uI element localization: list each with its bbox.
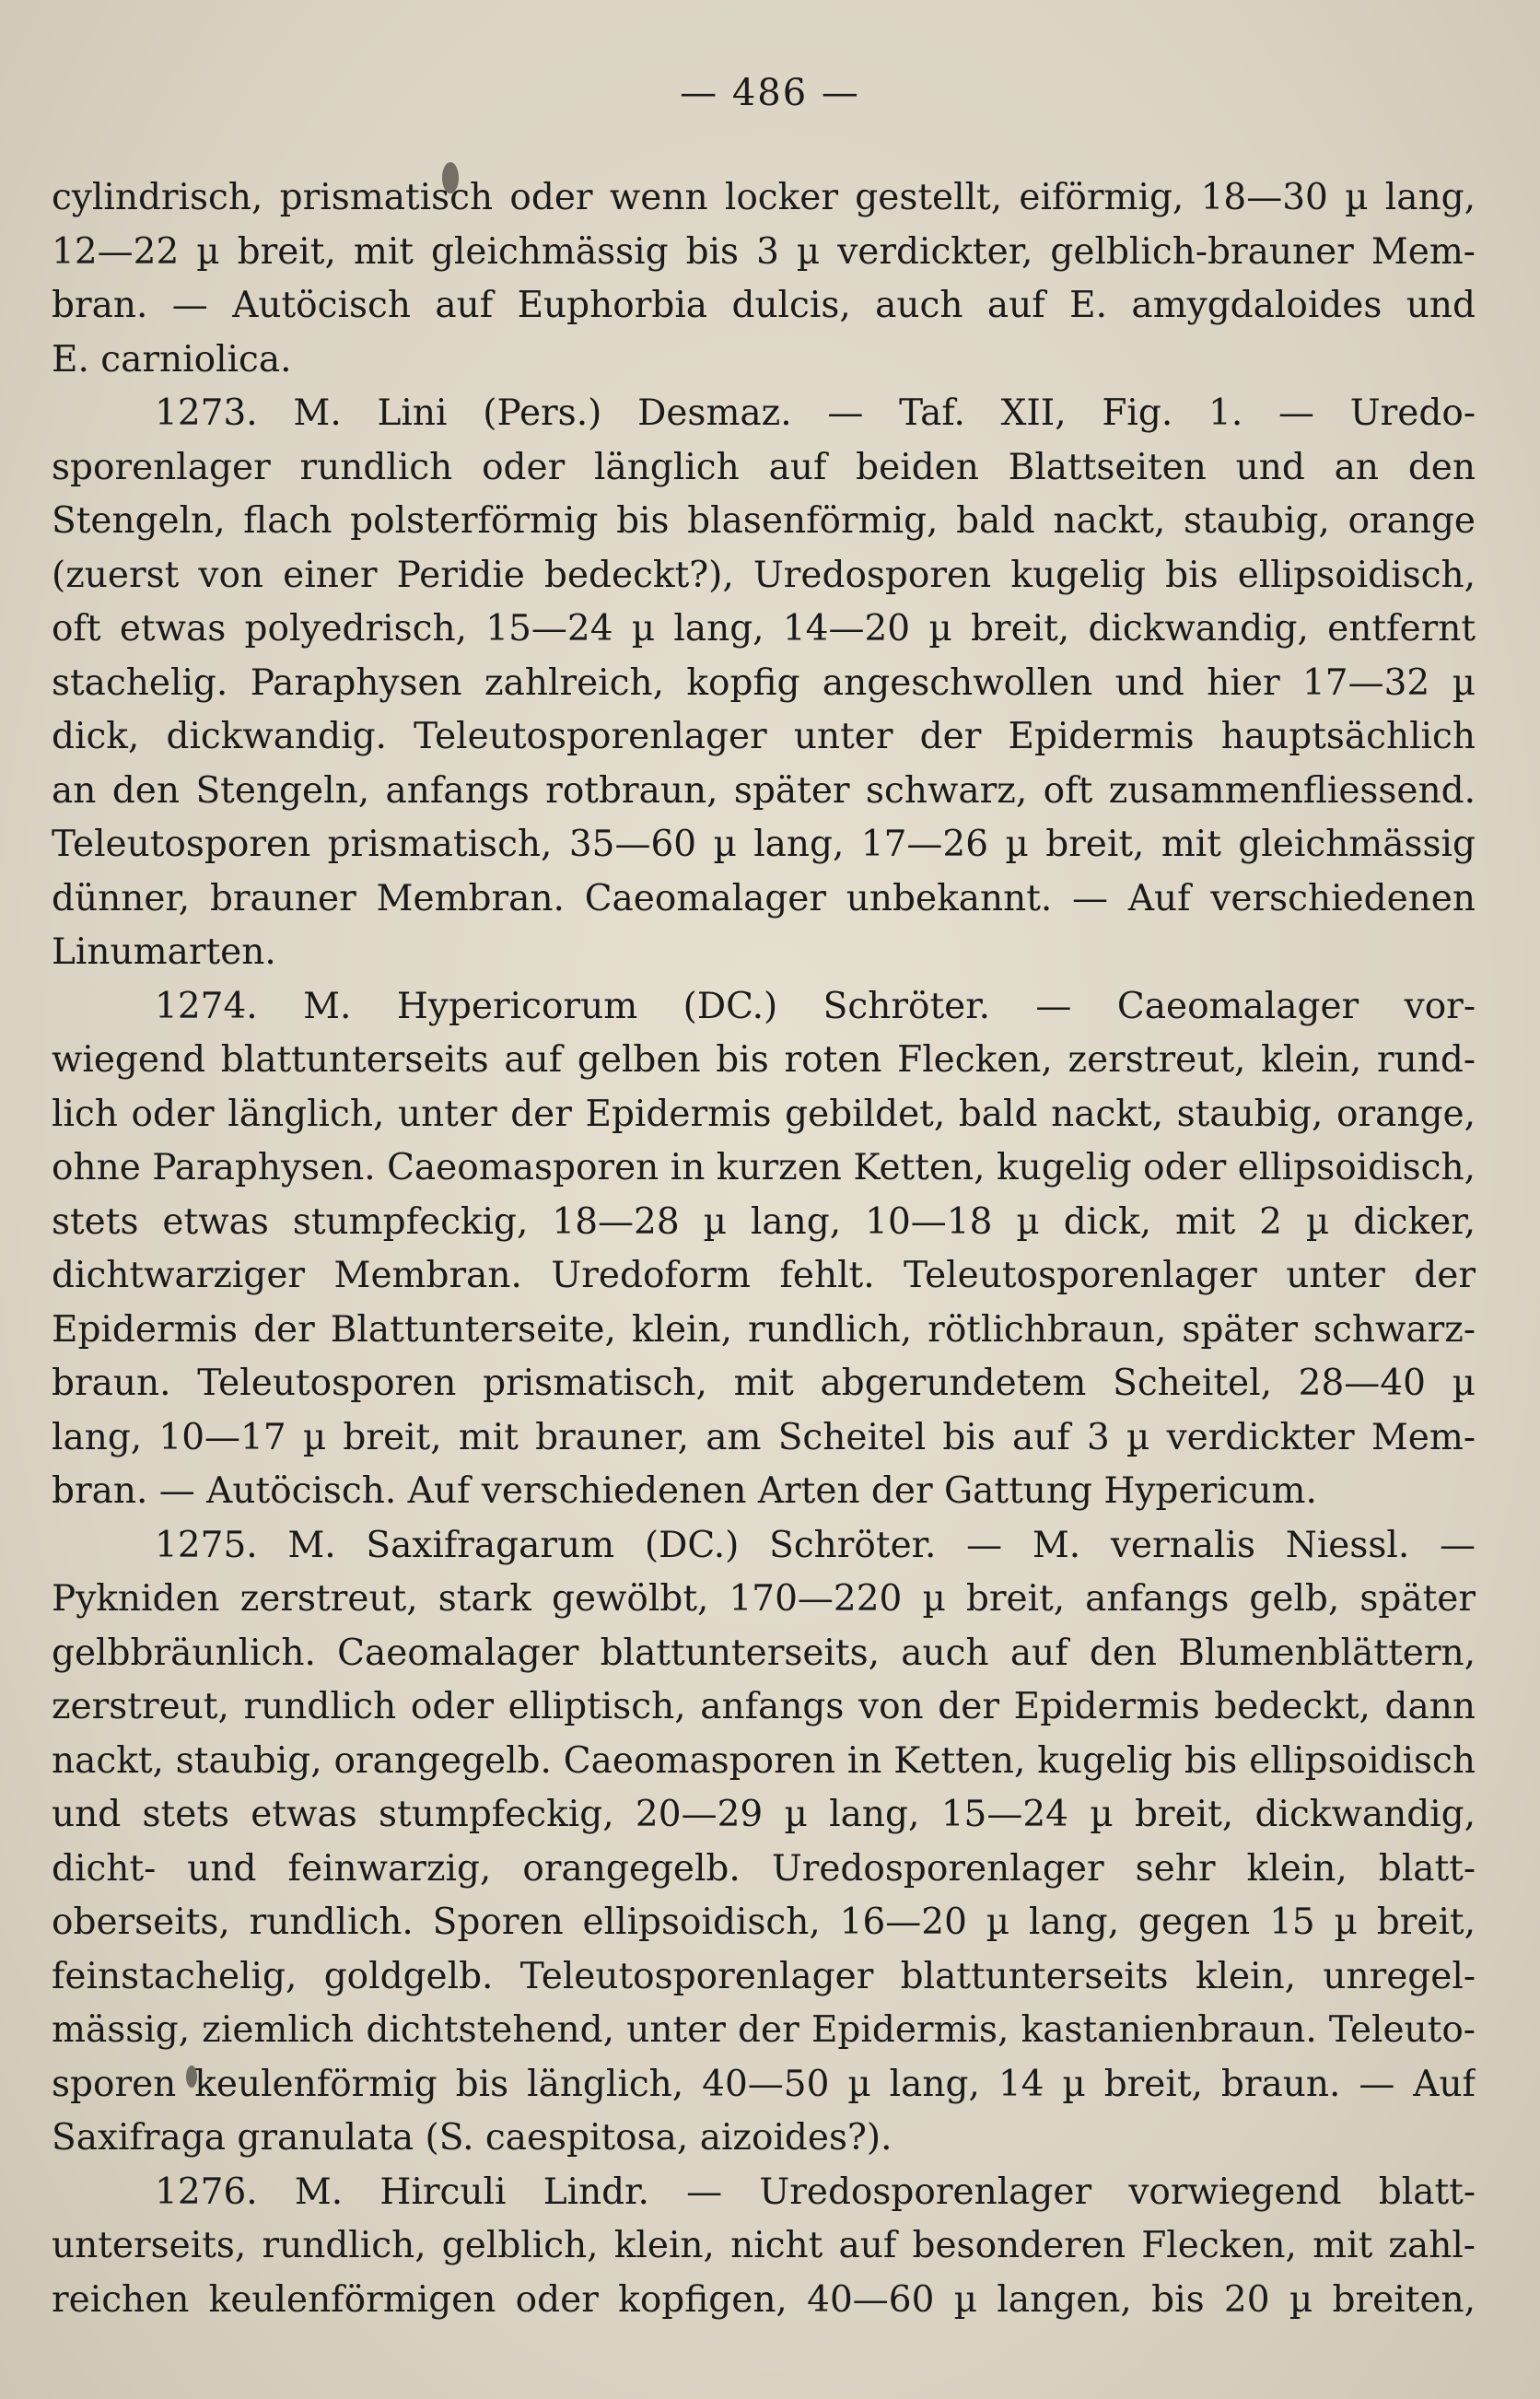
text-line: stets etwas stumpfeckig, 18—28 µ lang, 10—18 µ dick, mit 2 µ dicker, <box>52 1200 1476 1243</box>
text-line: sporen keulenförmig bis länglich, 40—50 µ lang, 14 µ breit, braun. — Auf <box>52 2063 1476 2105</box>
text-line: an den Stengeln, anfangs rotbraun, später schwarz, oft zusammenfliessend. <box>52 769 1476 812</box>
text-line: lang, 10—17 µ breit, mit brauner, am Scheitel bis auf 3 µ verdickter Mem- <box>52 1416 1476 1458</box>
entry-1274-heading-line: 1274. M. Hypericorum (DC.) Schröter. — Caeomalager vor- <box>155 985 1476 1027</box>
text-line: Epidermis der Blattunterseite, klein, rundlich, rötlichbraun, später schwarz- <box>52 1308 1476 1351</box>
text-line: Pykniden zerstreut, stark gewölbt, 170—220 µ breit, anfangs gelb, später <box>52 1578 1476 1620</box>
text-line: sporenlager rundlich oder länglich auf beiden Blattseiten und an den <box>52 446 1476 488</box>
text-line: dichtwarziger Membran. Uredoform fehlt. Teleutosporenlager unter der <box>52 1255 1476 1296</box>
text-line: braun. Teleutosporen prismatisch, mit abgerundetem Scheitel, 28—40 µ <box>52 1363 1476 1404</box>
entry-1276-heading-line: 1276. M. Hirculi Lindr. — Uredosporenlager vorwiegend blatt- <box>155 2171 1476 2213</box>
text-line: Linumarten. <box>52 931 276 973</box>
text-line: (zuerst von einer Peridie bedeckt?), Uredosporen kugelig bis ellipsoidisch, <box>52 554 1476 596</box>
text-line: zerstreut, rundlich oder elliptisch, anfangs von der Epidermis bedeckt, dann <box>52 1686 1476 1727</box>
text-line: wiegend blattunterseits auf gelben bis roten Flecken, zerstreut, klein, rund- <box>52 1039 1476 1081</box>
text-line: Saxifraga granulata (S. caespitosa, aizoides?). <box>52 2117 892 2159</box>
text-line: E. carniolica. <box>52 338 292 380</box>
text-line: dünner, brauner Membran. Caeomalager unbekannt. — Auf verschiedenen <box>52 877 1476 919</box>
text-line: lich oder länglich, unter der Epidermis gebildet, bald nackt, staubig, orange, <box>52 1093 1476 1135</box>
text-line: oft etwas polyedrisch, 15—24 µ lang, 14—20 µ breit, dickwandig, entfernt <box>52 608 1476 649</box>
text-line: Stengeln, flach polsterförmig bis blasenförmig, bald nackt, staubig, orange <box>52 500 1476 542</box>
text-line: ohne Paraphysen. Caeomasporen in kurzen Ketten, kugelig oder ellipsoidisch, <box>52 1147 1476 1188</box>
text-line: unterseits, rundlich, gelblich, klein, nicht auf besonderen Flecken, mit zahl- <box>52 2225 1476 2266</box>
text-line: reichen keulenförmigen oder kopfigen, 40—60 µ langen, bis 20 µ breiten, <box>52 2278 1476 2321</box>
text-line: Teleutosporen prismatisch, 35—60 µ lang, 17—26 µ breit, mit gleichmässig <box>52 824 1476 865</box>
body-text <box>52 171 1476 2327</box>
text-line: bran. — Autöcisch. Auf verschiedenen Arten der Gattung Hypericum. <box>52 1470 1317 1512</box>
text-line: feinstachelig, goldgelb. Teleutosporenlager blattunterseits klein, unregel- <box>52 1955 1476 1997</box>
text-line: dick, dickwandig. Teleutosporenlager unter der Epidermis hauptsächlich <box>52 716 1476 757</box>
text-line: cylindrisch, prismatisch oder wenn locker gestellt, eiförmig, 18—30 µ lang, <box>52 177 1476 218</box>
text-line: und stets etwas stumpfeckig, 20—29 µ lang, 15—24 µ breit, dickwandig, <box>52 1794 1476 1835</box>
entry-1275-heading-line: 1275. M. Saxifragarum (DC.) Schröter. — M. vernalis Niessl. — <box>155 1524 1476 1566</box>
text-line: gelbbräunlich. Caeomalager blattunterseits, auch auf den Blumenblättern, <box>52 1632 1476 1674</box>
text-line: 12—22 µ breit, mit gleichmässig bis 3 µ verdickter, gelblich-brauner Mem- <box>52 230 1476 273</box>
text-line: bran. — Autöcisch auf Euphorbia dulcis, auch auf E. amygdaloides und <box>52 285 1476 326</box>
text-line: oberseits, rundlich. Sporen ellipsoidisch, 16—20 µ lang, gegen 15 µ breit, <box>52 1902 1476 1943</box>
entry-1273-heading-line: 1273. M. Lini (Pers.) Desmaz. — Taf. XII, Fig. 1. — Uredo- <box>155 392 1476 434</box>
text-line: stachelig. Paraphysen zahlreich, kopfig angeschwollen und hier 17—32 µ <box>52 661 1476 704</box>
text-line: dicht- und feinwarzig, orangegelb. Uredosporenlager sehr klein, blatt- <box>52 1847 1476 1890</box>
text-line: mässig, ziemlich dichtstehend, unter der Epidermis, kastanienbraun. Teleuto- <box>52 2009 1476 2051</box>
page-number: — 486 — <box>680 72 860 114</box>
text-line: nackt, staubig, orangegelb. Caeomasporen in Ketten, kugelig bis ellipsoidisch <box>52 1739 1476 1782</box>
